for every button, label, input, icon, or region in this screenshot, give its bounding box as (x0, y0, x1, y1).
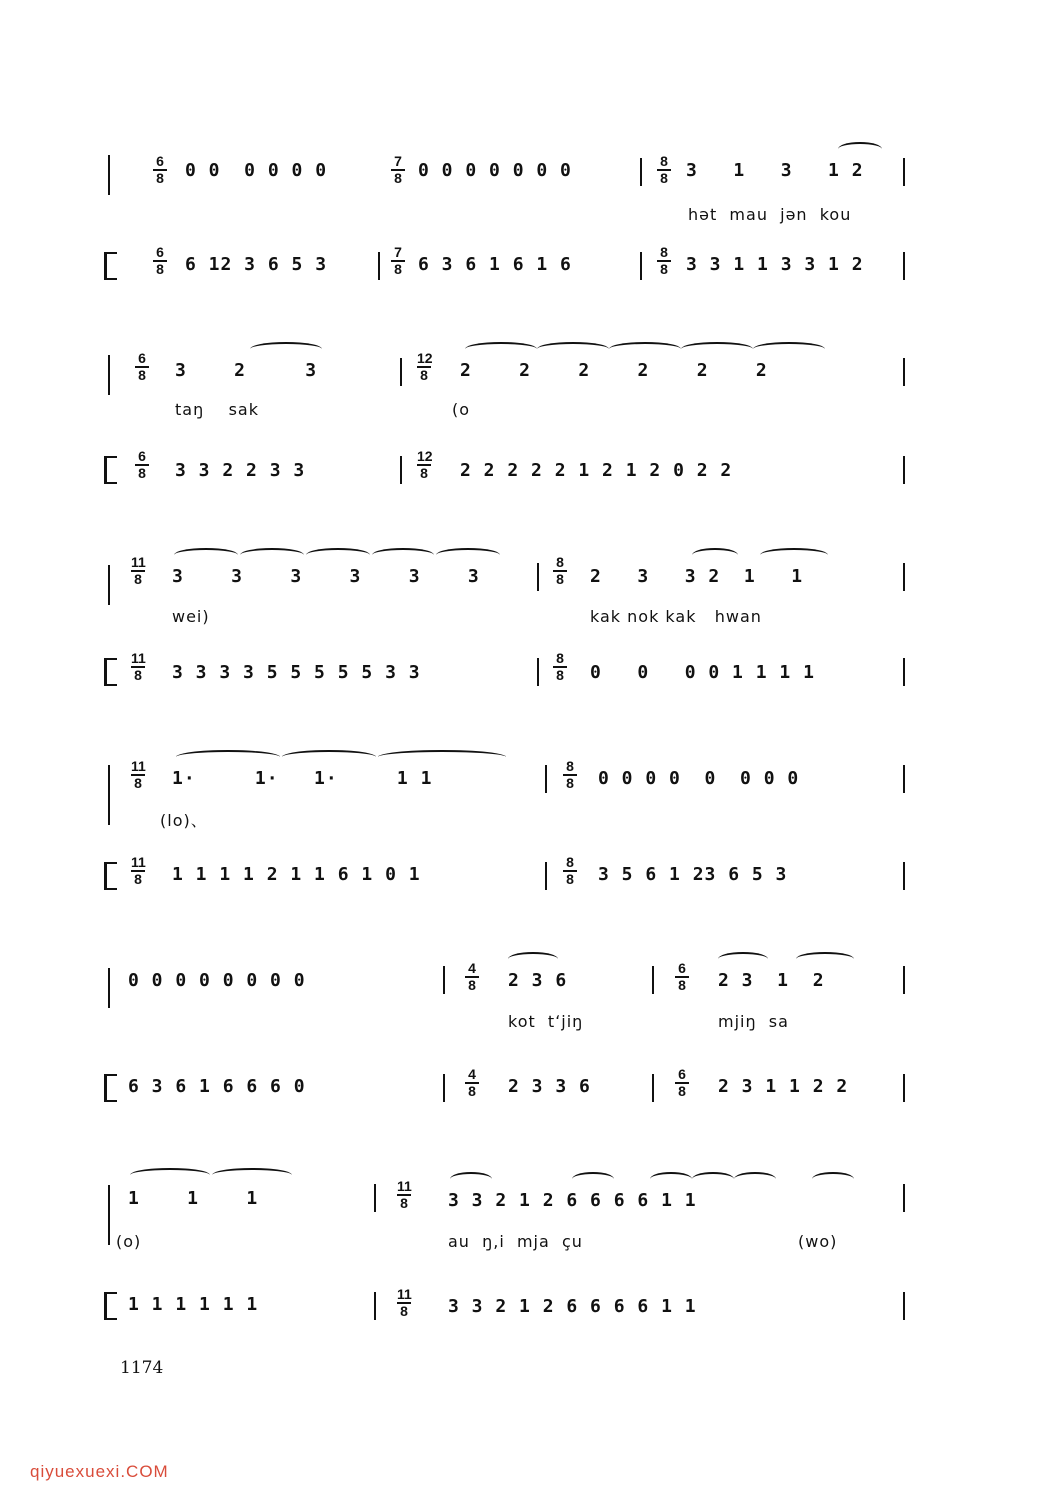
lyrics: (lo)、 (160, 811, 208, 830)
lyrics: kak nok kak hwan (590, 607, 762, 626)
barline (903, 252, 905, 280)
time-signature: 8 8 (560, 760, 580, 790)
time-signature: 11 8 (397, 1178, 412, 1211)
slur (753, 342, 825, 356)
time-signature: 7 8 (388, 155, 408, 185)
slur (760, 548, 828, 562)
lower-measure-1: 1 1 1 1 1 1 (128, 1294, 259, 1315)
barline (537, 563, 539, 591)
time-signature: 11 8 (397, 1286, 412, 1319)
upper-measure-3: 2 3 1 2 (718, 970, 825, 991)
system-bracket (108, 565, 110, 605)
time-signature: 6 8 (132, 450, 152, 480)
time-signature: 6 8 (132, 352, 152, 382)
system-bracket-hook (104, 456, 117, 484)
barline (400, 456, 402, 484)
slur (508, 952, 558, 966)
barline (903, 658, 905, 686)
time-signature: 8 8 (654, 246, 674, 276)
barline (374, 1184, 376, 1212)
time-signature: 8 8 (550, 556, 570, 586)
lyrics: au ŋ,i mja çu (448, 1232, 583, 1251)
slur (465, 342, 537, 356)
lower-measure-2: 2 2 2 2 2 1 2 1 2 0 2 2 (460, 460, 733, 481)
barline (443, 1074, 445, 1102)
upper-measure-2: 0 0 0 0 0 0 0 0 (598, 768, 800, 789)
system-bracket (108, 355, 110, 395)
system-bracket (108, 155, 110, 195)
lower-measure-1: 3 3 3 3 5 5 5 5 5 3 3 (172, 662, 421, 683)
slur (796, 952, 854, 966)
lyrics: kot tʻjiŋ (508, 1012, 584, 1031)
barline (545, 765, 547, 793)
time-signature: 12 8 (417, 350, 433, 383)
system-bracket-hook (104, 658, 117, 686)
slur (650, 1172, 692, 1186)
slur (692, 548, 738, 562)
slur (372, 548, 434, 562)
lower-measure-2: 0 0 0 0 1 1 1 1 (590, 662, 815, 683)
system-bracket (108, 765, 110, 825)
lyrics: (o (452, 400, 471, 419)
slur (537, 342, 609, 356)
barline (537, 658, 539, 686)
slur (812, 1172, 854, 1186)
upper-measure-1: 3 3 3 3 3 3 (172, 566, 480, 587)
time-signature: 8 8 (550, 652, 570, 682)
time-signature: 6 8 (150, 155, 170, 185)
lower-measure-1: 6 3 6 1 6 6 6 0 (128, 1076, 306, 1097)
lower-measure-3: 3 3 1 1 3 3 1 2 (686, 254, 864, 275)
barline (374, 1292, 376, 1320)
lower-measure-2: 2 3 3 6 (508, 1076, 591, 1097)
system-bracket-hook (104, 862, 117, 890)
time-signature: 6 8 (672, 1068, 692, 1098)
slur (176, 750, 280, 764)
system-bracket (108, 968, 110, 1008)
slur (572, 1172, 614, 1186)
time-signature: 11 8 (131, 854, 146, 887)
slur (436, 548, 500, 562)
slur (240, 548, 304, 562)
time-signature: 11 8 (131, 758, 146, 791)
lyrics: (o) (116, 1232, 142, 1251)
time-signature: 12 8 (417, 448, 433, 481)
barline (903, 966, 905, 994)
time-signature: 7 8 (388, 246, 408, 276)
time-signature: 11 8 (131, 554, 146, 587)
barline (903, 358, 905, 386)
upper-measure-1: 0 0 0 0 0 0 0 0 (128, 970, 306, 991)
slur (734, 1172, 776, 1186)
slur (838, 142, 882, 156)
lower-measure-3: 2 3 1 1 2 2 (718, 1076, 849, 1097)
barline (640, 252, 642, 280)
barline (443, 966, 445, 994)
system-bracket-hook (104, 252, 117, 280)
time-signature: 4 8 (462, 1068, 482, 1098)
slur (282, 750, 376, 764)
slur (378, 750, 506, 764)
barline (903, 1074, 905, 1102)
barline (378, 252, 380, 280)
upper-measure-1: 0 0 0 0 0 0 (185, 160, 328, 181)
lyrics: mjiŋ sa (718, 1012, 789, 1031)
lower-measure-1: 6 12 3 6 5 3 (185, 254, 328, 275)
lyrics: wei) (172, 607, 210, 626)
barline (400, 358, 402, 386)
slur (692, 1172, 734, 1186)
lower-measure-2: 6 3 6 1 6 1 6 (418, 254, 572, 275)
slur (306, 548, 370, 562)
barline (652, 966, 654, 994)
upper-measure-1: 1· 1· 1· 1 1 (172, 768, 433, 789)
barline (903, 1184, 905, 1212)
slur (130, 1168, 210, 1182)
upper-measure-2: 2 3 3 2 1 1 (590, 566, 804, 587)
barline (903, 765, 905, 793)
lower-measure-2: 3 5 6 1 23 6 5 3 (598, 864, 788, 885)
barline (903, 158, 905, 186)
barline (903, 563, 905, 591)
barline (903, 456, 905, 484)
watermark: qiyuexuexi.COM (30, 1462, 169, 1481)
page-number: 1174 (120, 1358, 164, 1378)
upper-measure-3: 3 1 3 1 2 (686, 160, 864, 181)
time-signature: 11 8 (131, 650, 146, 683)
time-signature: 8 8 (560, 856, 580, 886)
upper-measure-2: 3 3 2 1 2 6 6 6 6 1 1 (448, 1190, 697, 1211)
lyrics: hət mau jən kou (688, 205, 852, 224)
slur (450, 1172, 492, 1186)
slur (250, 342, 322, 356)
barline (640, 158, 642, 186)
slur (681, 342, 753, 356)
time-signature: 6 8 (672, 962, 692, 992)
upper-measure-2: 2 3 6 (508, 970, 568, 991)
lyrics: taŋ sak (175, 400, 259, 419)
upper-measure-1: 3 2 3 (175, 360, 318, 381)
upper-measure-1: 1 1 1 (128, 1188, 259, 1209)
upper-measure-2: 0 0 0 0 0 0 0 (418, 160, 572, 181)
system-bracket (108, 1185, 110, 1245)
slur (212, 1168, 292, 1182)
time-signature: 8 8 (654, 155, 674, 185)
lower-measure-1: 3 3 2 2 3 3 (175, 460, 306, 481)
time-signature: 4 8 (462, 962, 482, 992)
barline (903, 1292, 905, 1320)
lower-measure-2: 3 3 2 1 2 6 6 6 6 1 1 (448, 1296, 697, 1317)
system-bracket-hook (104, 1074, 117, 1102)
barline (903, 862, 905, 890)
upper-measure-2: 2 2 2 2 2 2 (460, 360, 768, 381)
system-bracket-hook (104, 1292, 117, 1320)
time-signature: 6 8 (150, 246, 170, 276)
slur (718, 952, 768, 966)
barline (652, 1074, 654, 1102)
lower-measure-1: 1 1 1 1 2 1 1 6 1 0 1 (172, 864, 421, 885)
slur (609, 342, 681, 356)
slur (174, 548, 238, 562)
lyrics: (wo) (798, 1232, 838, 1251)
barline (545, 862, 547, 890)
